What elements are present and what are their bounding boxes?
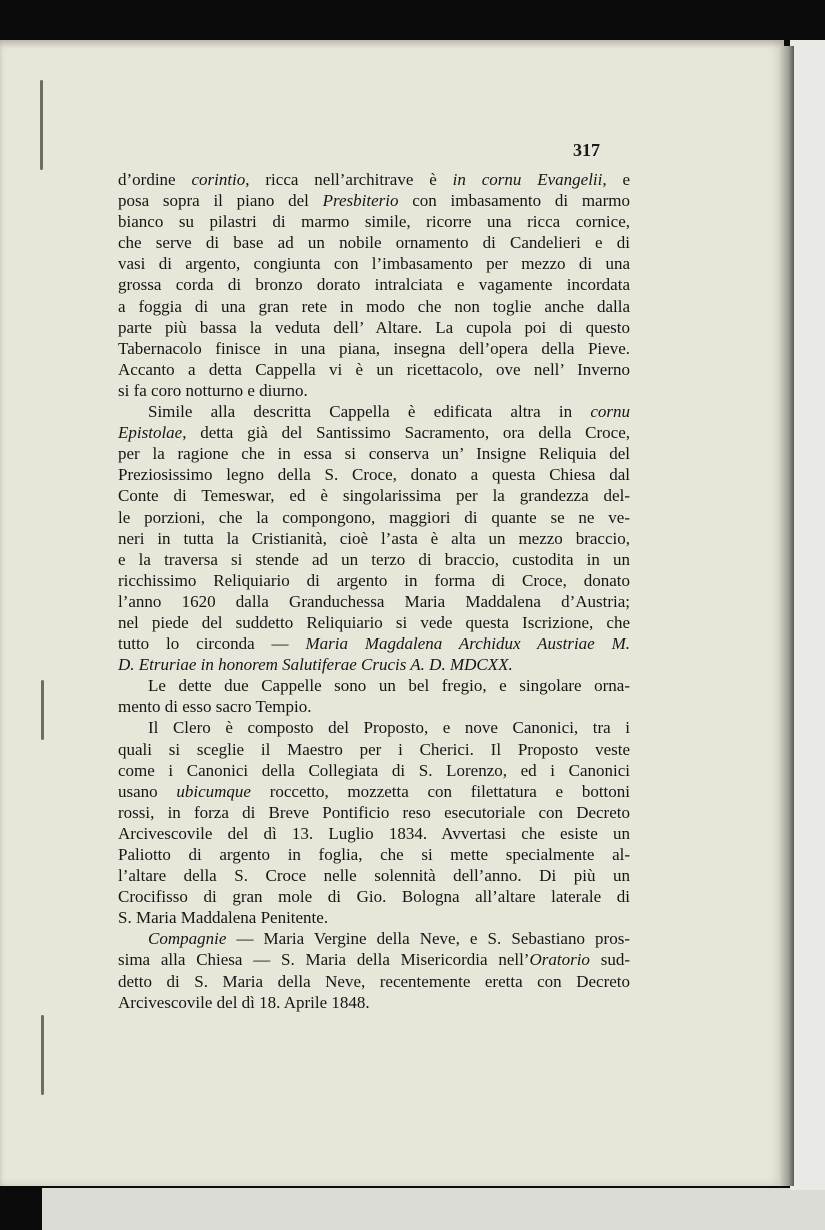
text-line [118, 992, 630, 1013]
text-run: con imbasamento di marmo [398, 191, 630, 211]
text-run: roccetto, mozzetta con filettatura e bottoni [250, 781, 630, 801]
text-run: Preziosissimo legno della S. Croce, donato a questa Chiesa dal [118, 465, 630, 485]
text-run: grossa corda di bronzo dorato intralciata e vagamente incordata [118, 275, 630, 295]
text-run: Conte di Temeswar, ed è singolarissima per la grandezza del- [118, 486, 630, 506]
text-run: Crocifisso di gran mole di Gio. Bologna all’altare laterale di [118, 887, 630, 907]
text-run: a foggia di una gran rete in modo che non toglie anche dalla [118, 296, 630, 316]
text-line [118, 485, 630, 506]
text-line [118, 274, 630, 295]
text-run: usano [118, 781, 177, 801]
italic-text: in cornu Evangelii [452, 170, 603, 189]
text-run: nel piede del suddetto Reliquiario si vede questa Iscrizione, che [118, 612, 630, 632]
text-run: si fa coro notturno e diurno. [118, 380, 308, 400]
binding-stitch [41, 680, 44, 740]
text-line [118, 739, 630, 760]
text-run: mento di esso sacro Tempio. [118, 697, 312, 717]
text-line [118, 907, 630, 928]
text-line [118, 802, 630, 823]
text-line [118, 528, 630, 549]
text-line [118, 865, 630, 886]
text-line [118, 717, 630, 738]
text-line [118, 823, 630, 844]
text-run: che serve di base ad un nobile ornamento di Candelieri e di [118, 233, 630, 253]
italic-text: Presbiterio [322, 191, 399, 211]
background-surface [790, 40, 825, 1190]
text-line [118, 232, 630, 253]
text-run: come i Canonici della Collegiata di S. Lorenzo, ed i Canonici [118, 760, 630, 780]
italic-text: Maria Magdalena Archidux Austriae M. [305, 634, 631, 654]
text-run: Tabernacolo finisce in una piana, insegna dell’opera della Pieve. [118, 338, 630, 358]
text-line [118, 169, 630, 190]
text-line [118, 422, 630, 443]
text-line [118, 443, 630, 464]
text-line [118, 675, 630, 696]
body-text [118, 169, 630, 1013]
text-line [118, 696, 630, 717]
italic-text: ubicumque [176, 781, 251, 801]
text-line [118, 633, 630, 654]
binding-stitch [40, 80, 43, 170]
text-line [118, 549, 630, 570]
text-run: , detta già del Santissimo Sacramento, ora della Croce, [182, 423, 630, 443]
text-line [118, 928, 630, 949]
text-run: ricchissimo Reliquiario di argento in forma di Croce, donato [118, 570, 630, 590]
text-run: l’altare della S. Croce nelle solennità dell’anno. Di più un [118, 866, 630, 886]
text-run: parte più bassa la veduta dell’ Altare. La cupola poi di questo [118, 317, 630, 337]
text-run: Le dette due Cappelle sono un bel fregio, e singolare orna- [148, 676, 630, 696]
underlying-page-edge [42, 1188, 825, 1230]
text-line [118, 190, 630, 211]
text-run: e la traversa si stende ad un terzo di braccio, custodita in un [118, 549, 630, 569]
page-edge-shadow [780, 46, 794, 1186]
text-run: Arcivescovile del dì 13. Luglio 1834. Avvertasi che esiste un [118, 823, 630, 843]
italic-text: Epistolae [118, 423, 183, 443]
text-line [118, 760, 630, 781]
italic-text: corintio [191, 170, 246, 189]
text-line [118, 211, 630, 232]
text-run: S. Maria Maddalena Penitente. [118, 908, 329, 928]
text-line [118, 359, 630, 380]
italic-text: Compagnie [148, 929, 227, 949]
italic-text: Oratorio [529, 950, 590, 970]
binding-stitch [41, 1015, 44, 1095]
text-line [118, 971, 630, 992]
text-run: bianco su pilastri di marmo simile, ricorre una ricca cornice, [118, 212, 630, 232]
text-run: rossi, in forza di Breve Pontificio reso esecutoriale con Decreto [118, 802, 630, 822]
text-line [118, 296, 630, 317]
text-run: neri in tutta la Cristianità, cioè l’asta è alta un mezzo braccio, [118, 528, 630, 548]
text-line [118, 317, 630, 338]
text-run: per la ragione che in essa si conserva un’ Insigne Reliquia del [118, 444, 630, 464]
text-line [118, 380, 630, 401]
text-line [118, 464, 630, 485]
text-run: quali si sceglie il Maestro per i Cherici. Il Proposto veste [118, 739, 630, 759]
text-line [118, 507, 630, 528]
text-line [118, 253, 630, 274]
text-line [118, 401, 630, 422]
text-run: le porzioni, che la compongono, maggiori di quante se ne ve- [118, 507, 630, 527]
italic-text: cornu [590, 402, 630, 422]
text-run: Paliotto di argento in foglia, che si mette specialmente al- [118, 845, 630, 864]
text-run: Il Clero è composto del Proposto, e nove Canonici, tra i [148, 718, 630, 738]
text-line [118, 886, 630, 907]
text-line [118, 654, 630, 675]
text-run: Arcivescovile del dì 18. Aprile 1848. [118, 992, 370, 1012]
text-line [118, 570, 630, 591]
text-line [118, 338, 630, 359]
text-run: , e [602, 170, 631, 189]
text-run: posa sopra il piano del [118, 191, 323, 211]
italic-text: D. Etruriae in honorem Salutiferae Crucis A. D. MDCXX. [118, 655, 513, 675]
text-run: vasi di argento, congiunta con l’imbasamento per mezzo di una [118, 254, 630, 274]
text-run: sud- [589, 950, 630, 970]
text-run: Simile alla descritta Cappella è edificata altra in [148, 402, 591, 422]
text-run: tutto lo circonda — [118, 634, 306, 654]
page-number: 317 [573, 140, 600, 160]
text-line [118, 612, 630, 633]
text-line [118, 949, 630, 970]
text-line [118, 844, 630, 865]
text-run: detto di S. Maria della Neve, recentemente eretta con Decreto [118, 971, 630, 991]
text-run: — Maria Vergine della Neve, e S. Sebastiano pros- [226, 929, 630, 949]
text-line [118, 591, 630, 612]
text-line [118, 781, 630, 802]
text-run: , ricca nell’architrave è [245, 170, 453, 189]
text-run: l’anno 1620 dalla Granduchessa Maria Maddalena d’Austria; [118, 591, 630, 611]
text-run: d’ordine [118, 170, 192, 189]
text-run: sima alla Chiesa — S. Maria della Misericordia nell’ [118, 950, 530, 970]
text-run: Accanto a detta Cappella vi è un ricettacolo, ove nell’ Inverno [118, 359, 630, 379]
